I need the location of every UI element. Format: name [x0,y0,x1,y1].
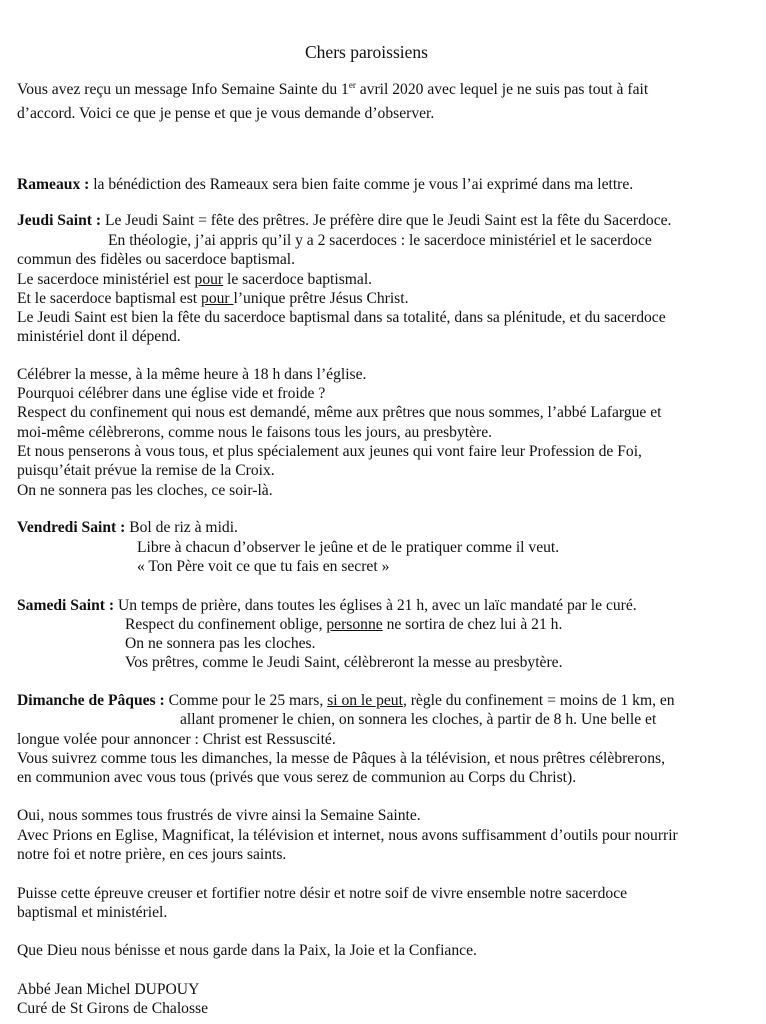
dimanche-line-5: en communion avec vous tous (privés que vous serez de communion au Corps du Christ). [17,769,577,786]
rameaux-paragraph [17,175,633,195]
jeudi-line-4 [17,270,372,290]
underlined-word: pour [194,271,224,288]
underlined-word: pour [201,290,234,307]
vendredi-heading: Vendredi Saint : [17,519,126,536]
intro-text: Vous avez reçu un message Info Semaine Sainte du 1 [17,81,349,98]
samedi-line-2 [125,615,562,635]
jeudi-p2-line: Pourquoi célébrer dans une église vide et froide ? [17,385,326,402]
jeudi-line-3: commun des fidèles ou sacerdoce baptismal. [17,251,295,268]
closing-line: Puisse cette épreuve creuser et fortifier notre désir et notre soif de vivre ensemble notre sacerdoce [17,885,628,902]
samedi-line-2-start: Respect du confinement oblige, [125,616,327,633]
jeudi-line-4-end: le sacerdoce baptismal. [223,271,373,288]
jeudi-line-7: ministériel dont il dépend. [17,328,181,345]
intro-line-1 [17,80,648,100]
closing-line: notre foi et notre prière, en ces jours saints. [17,846,287,863]
underlined-word: personne [326,616,383,633]
jeudi-text: Le Jeudi Saint = fête des prêtres. Je préfère dire que le Jeudi Saint est la fête du Sacerdoce. [101,212,672,229]
jeudi-line-5-end: l’unique prêtre Jésus Christ. [233,290,409,307]
signature-name: Abbé Jean Michel DUPOUY [17,981,200,998]
dimanche-line-1-end: , règle du confinement = moins de 1 km, en [402,692,675,709]
jeudi-line-1 [17,211,671,231]
jeudi-line-5 [17,289,408,309]
signature-role: Curé de St Girons de Chalosse [17,1000,209,1017]
samedi-text: Un temps de prière, dans toutes les églises à 21 h, avec un laïc mandaté par le curé. [114,597,637,614]
jeudi-p2-line: On ne sonnera pas les cloches, ce soir-là. [17,482,273,499]
samedi-line-2-end: ne sortira de chez lui à 21 h. [382,616,563,633]
jeudi-p2-line: Célébrer la messe, à la même heure à 18 h dans l’église. [17,366,367,383]
intro-text-continued: avril 2020 avec lequel je ne suis pas tout à fait [355,81,649,98]
rameaux-text: la bénédiction des Rameaux sera bien faite comme je vous l’ai exprimé dans ma lettre. [89,176,634,193]
vendredi-line-2: Libre à chacun d’observer le jeûne et de le pratiquer comme il veut. [137,539,560,556]
jeudi-line-4-start: Le sacerdoce ministériel est [17,271,195,288]
dimanche-heading: Dimanche de Pâques : [17,692,165,709]
dimanche-line-3: longue volée pour annoncer : Christ est Ressuscité. [17,731,336,748]
jeudi-p2-line: Et nous penserons à vous tous, et plus spécialement aux jeunes qui vont faire leur Profession de Foi, [17,443,642,460]
dimanche-line-2: allant promener le chien, on sonnera les cloches, à partir de 8 h. Une belle et [180,711,657,728]
rameaux-heading: Rameaux : [17,176,90,193]
intro-line-2: d’accord. Voici ce que je pense et que je vous demande d’observer. [17,105,435,122]
jeudi-p2-line: moi-même célèbrerons, comme nous le faisons tous les jours, au presbytère. [17,424,493,441]
vendredi-text: Bol de riz à midi. [125,519,238,536]
dimanche-line-1-start: Comme pour le 25 mars, [164,692,328,709]
dimanche-line-4: Vous suivrez comme tous les dimanches, la messe de Pâques à la télévision, et nous prêtres célèbrerons, [17,750,665,767]
samedi-line-3: On ne sonnera pas les cloches. [125,635,316,652]
closing-line: Avec Prions en Eglise, Magnificat, la télévision et internet, nous avons suffisamment d’outils pour nourrir [17,827,678,844]
jeudi-line-6: Le Jeudi Saint est bien la fête du sacerdoce baptismal dans sa totalité, dans sa plénitude, et du sacerdoce [17,309,666,326]
jeudi-line-5-start: Et le sacerdoce baptismal est [17,290,202,307]
blessing-line: Que Dieu nous bénisse et nous garde dans la Paix, la Joie et la Confiance. [17,942,477,959]
jeudi-p2-line: Respect du confinement qui nous est demandé, même aux prêtres que nous sommes, l’abbé Lafargue et [17,404,662,421]
samedi-line-1 [17,596,637,616]
jeudi-heading: Jeudi Saint : [17,212,102,229]
jeudi-p2-line: puisqu’était prévue la remise de la Croix. [17,462,275,479]
vendredi-line-1 [17,518,238,538]
intro-superscript: er [348,80,356,90]
closing-line: Oui, nous sommes tous frustrés de vivre ainsi la Semaine Sainte. [17,807,421,824]
samedi-heading: Samedi Saint : [17,597,115,614]
dimanche-line-1 [17,691,675,711]
vendredi-line-3: « Ton Père voit ce que tu fais en secret » [137,558,390,575]
closing-line: baptismal et ministériel. [17,904,168,921]
samedi-line-4: Vos prêtres, comme le Jeudi Saint, célèbreront la messe au presbytère. [125,654,563,671]
jeudi-line-2: En théologie, j’ai appris qu’il y a 2 sacerdoces : le sacerdoce ministériel et le sacerdoce [108,232,652,249]
letter-title: Chers paroissiens [305,42,428,62]
underlined-phrase: si on le peut [327,692,403,709]
